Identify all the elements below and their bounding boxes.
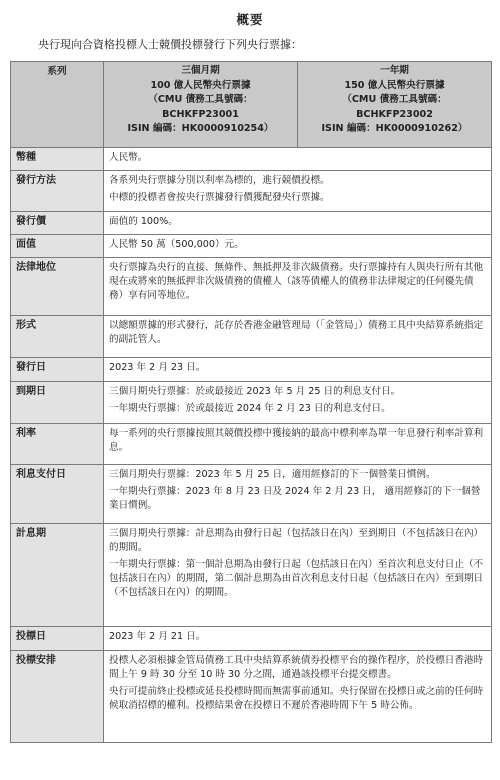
header-line: BCHKFP23001	[162, 108, 239, 120]
table-row	[11, 316, 492, 358]
row-content	[104, 382, 492, 424]
row-paragraph: 央行可提前終止投標或延長投標時間而無需事前通知。央行保留在投標日或之前的任何時候取消招標的權利。投標結果會在投標日不遲於香港時間下午 5 時公佈。	[109, 686, 484, 711]
row-label: 投標安排	[11, 651, 104, 743]
row-label: 幣種	[11, 148, 104, 171]
header-series-label: 系列	[11, 62, 104, 148]
row-label: 發行方法	[11, 171, 104, 212]
row-content	[104, 316, 492, 358]
row-content	[104, 627, 492, 651]
row-label: 形式	[11, 316, 104, 358]
row-paragraph: 一年期央行票據：2023 年 8 月 23 日及 2024 年 2 月 23 日， 適用經修訂的下一個營業日慣例。	[109, 486, 481, 511]
header-line: （CMU 債務工具號碼：	[342, 94, 447, 105]
table-row	[11, 358, 492, 382]
table-row	[11, 148, 492, 171]
row-paragraph: 面值的 100%。	[109, 216, 178, 227]
row-label: 利息支付日	[11, 465, 104, 524]
table-row	[11, 465, 492, 524]
table-row	[11, 171, 492, 212]
row-paragraph: 三個月期央行票據：於或最接近 2023 年 5 月 25 日的利息支付日。	[109, 386, 401, 397]
header-line: ISIN 編碼：HK0000910254）	[127, 123, 274, 134]
summary-table	[10, 61, 492, 743]
header-line: 一年期	[380, 65, 409, 76]
row-content	[104, 258, 492, 316]
row-content	[104, 171, 492, 212]
table-row	[11, 424, 492, 465]
header-line: 150 億人民幣央行票據	[344, 79, 445, 91]
table-header-row	[11, 62, 492, 148]
header-line: （CMU 債務工具號碼：	[148, 94, 253, 105]
table-row	[11, 382, 492, 424]
table-row	[11, 524, 492, 627]
row-paragraph: 以總額票據的形式發行，託存於香港金融管理局（「金管局」）債務工具中央結算系統指定的副託管人。	[109, 320, 484, 345]
table-row	[11, 258, 492, 316]
row-content	[104, 524, 492, 627]
row-content	[104, 358, 492, 382]
row-label: 利率	[11, 424, 104, 465]
header-line: 100 億人民幣央行票據	[150, 79, 251, 91]
table-row	[11, 627, 492, 651]
row-paragraph: 一年期央行票據：第一個計息期為由發行日起（包括該日在內）至首次利息支付日止（不包括該日在內）的期間，第二個計息期為由首次利息支付日起（包括該日在內）至到期日（不包括該日在內）的期間。	[109, 559, 484, 598]
intro-text: 央行現向合資格投標人士競價投標發行下列央行票據：	[38, 38, 302, 51]
table-row	[11, 212, 492, 235]
row-paragraph: 人民幣 50 萬（500,000）元。	[109, 239, 244, 250]
header-line: BCHKFP23002	[356, 108, 433, 120]
row-content	[104, 651, 492, 743]
table-row	[11, 651, 492, 743]
row-content	[104, 424, 492, 465]
header-series-1y	[298, 62, 492, 148]
row-label: 發行日	[11, 358, 104, 382]
row-content	[104, 465, 492, 524]
row-paragraph: 每一系列的央行票據按照其競價投標中獲接納的最高中標利率為單一年息發行利率計算利息。	[109, 428, 484, 453]
row-content	[104, 148, 492, 171]
row-paragraph: 2023 年 2 月 23 日。	[109, 362, 206, 373]
row-label: 法律地位	[11, 258, 104, 316]
row-paragraph: 人民幣。	[109, 152, 148, 163]
table-row	[11, 235, 492, 258]
row-content	[104, 235, 492, 258]
document-title: 概要	[236, 12, 264, 27]
row-label: 發行價	[11, 212, 104, 235]
row-paragraph: 三個月期央行票據：2023 年 5 月 25 日，適用經修訂的下一個營業日慣例。	[109, 469, 436, 480]
row-label: 投標日	[11, 627, 104, 651]
row-label: 計息期	[11, 524, 104, 627]
row-paragraph: 各系列央行票據分別以利率為標的，進行競價投標。	[109, 175, 330, 186]
header-line: 三個月期	[181, 65, 220, 76]
row-label: 到期日	[11, 382, 104, 424]
header-line: ISIN 編碼：HK0000910262）	[321, 123, 468, 134]
row-paragraph: 2023 年 2 月 21 日。	[109, 631, 206, 642]
row-content	[104, 212, 492, 235]
row-paragraph: 中標的投標者會按央行票據發行價獲配發央行票據。	[109, 192, 330, 203]
row-paragraph: 三個月期央行票據：計息期為由發行日起（包括該日在內）至到期日（不包括該日在內）的期間。	[109, 528, 484, 553]
header-series-3m	[104, 62, 298, 148]
row-label: 面值	[11, 235, 104, 258]
row-paragraph: 央行票據為央行的直接、無條件、無抵押及非次級債務。央行票據持有人與央行所有其他現在或將來的無抵押非次級債務的債權人（該等債權人的債務非法律規定的任何優先債務）享有同等地位。	[109, 262, 484, 301]
row-paragraph: 一年期央行票據：於或最接近 2024 年 2 月 23 日的利息支付日。	[109, 403, 391, 414]
row-paragraph: 投標人必須根據金管局債務工具中央結算系統債券投標平台的操作程序，於投標日香港時間上午 9 時 30 分至 10 時 30 分之間，通過該投標平台提交標書。	[109, 655, 484, 680]
